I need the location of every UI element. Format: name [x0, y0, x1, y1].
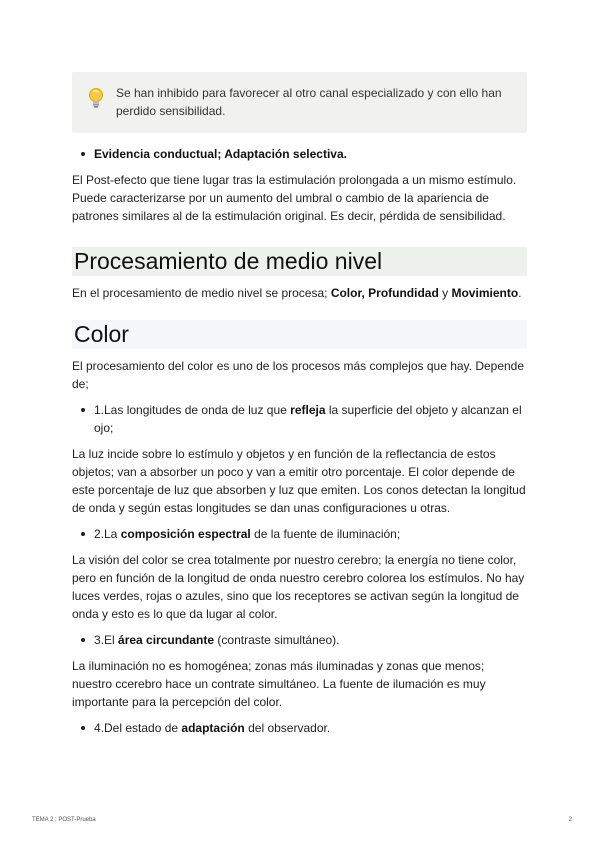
medio-intro-y: y — [438, 286, 452, 300]
medio-intro-bold1: Color, Profundidad — [330, 286, 439, 300]
footer-page-number: 2 — [568, 817, 572, 823]
item4-suffix: del observador. — [244, 721, 331, 735]
medio-intro-bold2: Movimiento — [451, 286, 519, 300]
list-item-evidence — [72, 145, 527, 163]
list-item-3 — [72, 631, 527, 649]
footer-title: TEMA 2 ; POST-Prueba — [32, 817, 96, 823]
callout-text: Se han inhibido para favorecer al otro canal especializado y con ello han perdido sensibilidad. — [116, 86, 502, 118]
item2-suffix: de la fuente de iluminación; — [250, 527, 401, 541]
color-paragraph-2: La visión del color se crea totalmente por nuestro cerebro; la energía no tiene color, pero en función de la longitud de onda nuestro cerebro colorea los estímulos. No hay luces verdes, rojas o azules, sino que los receptores se activan según la longitud de onda y esto es lo que da lugar al color. — [72, 553, 525, 621]
medio-intro-suffix: . — [518, 286, 522, 300]
item2-prefix: 2.La — [94, 527, 121, 541]
item1-suffix: la superficie del objeto y alcanzan el ojo; — [94, 403, 522, 435]
evidence-text: Evidencia conductual; Adaptación selectiva. — [94, 147, 347, 161]
list-item-4 — [72, 719, 527, 737]
item3-prefix: 3.El — [94, 633, 119, 647]
list-item-1 — [72, 401, 527, 437]
item4-prefix: 4.Del estado de — [94, 721, 182, 735]
item3-bold: área circundante — [118, 633, 215, 647]
page-footer — [32, 811, 572, 829]
item3-suffix: (contraste simultáneo). — [214, 633, 340, 647]
color-paragraph-1: La luz incide sobre lo estímulo y objetos y en función de la reflectancia de estos objetos; van a absorber un poco y van a emitir otro porcentaje. El color depende de este porcentaje de luz que absorben y luz que emiten. Los conos detectan la longitud de onda y según estas longitudes se dan unas configuraciones u otras. — [72, 447, 526, 515]
list-item-2 — [72, 525, 527, 543]
item1-bold: refleja — [290, 403, 326, 417]
post-effect-paragraph: El Post-efecto que tiene lugar tras la estimulación prolongada a un mismo estímulo. Puede caracterizarse por un aumento del umbral o cambio de la apariencia de patrones similares al de la estimulación original. Es decir, pérdida de sensibilidad. — [72, 173, 517, 223]
document-page — [72, 72, 527, 745]
lightbulb-icon — [86, 86, 106, 110]
color-paragraph-3: La iluminación no es homogénea; zonas más iluminadas y zonas que menos; nuestro ccerebro hace un contrate simultáneo. La fuente de ilumación es muy importante para la percepción del color. — [72, 659, 486, 709]
item2-bold: composición espectral — [120, 527, 251, 541]
callout-box — [72, 72, 527, 133]
heading-medio-nivel: Procesamiento de medio nivel — [72, 247, 527, 276]
item4-bold: adaptación — [181, 721, 245, 735]
medio-intro — [72, 284, 527, 302]
item1-prefix: 1.Las longitudes de onda de luz que — [94, 403, 291, 417]
heading-color: Color — [72, 320, 527, 349]
medio-intro-prefix: En el procesamiento de medio nivel se procesa; — [72, 286, 331, 300]
color-intro: El procesamiento del color es uno de los procesos más complejos que hay. Depende de; — [72, 359, 525, 391]
